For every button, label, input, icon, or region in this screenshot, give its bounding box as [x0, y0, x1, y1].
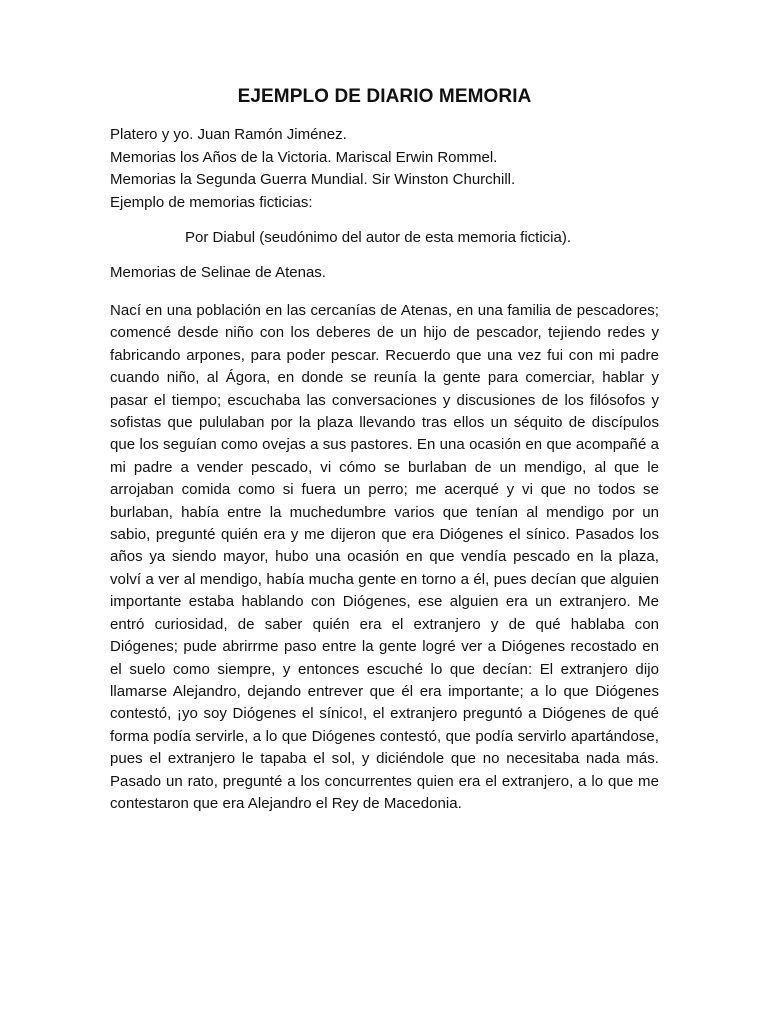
reference-item: Memorias la Segunda Guerra Mundial. Sir Winston Churchill.: [110, 171, 516, 188]
reference-item: Platero y yo. Juan Ramón Jiménez.: [110, 126, 347, 143]
reference-item: Memorias los Años de la Victoria. Mariscal Erwin Rommel.: [110, 148, 498, 166]
author-byline: Por Diabul (seudónimo del autor de esta memoria ficticia).: [185, 229, 572, 246]
reference-list: [110, 124, 659, 214]
reference-item: Ejemplo de memorias ficticias:: [110, 193, 313, 211]
document-title: EJEMPLO DE DIARIO MEMORIA: [237, 86, 532, 107]
document-page: [110, 84, 659, 815]
body-paragraph: Nací en una población en las cercanías de Atenas, en una familia de pescadores; comencé desde niño con los deberes de un hijo de pescador, tejiendo redes y fabricando arpones, para poder pescar. Recuerdo que una vez fui con mi padre cuando niño, al Ágora, en donde se reunía la gente para comerciar, hablar y pasar el tiempo; escuchaba las conversaciones y discusiones de los filósofos y sofistas que pululaban por la plaza llevando tras ellos un séquito de discípulos que los seguían como ovejas a sus pastores. En una ocasión en que acompañé a mi padre a vender pescado, vi cómo se burlaban de un mendigo, al que le arrojaban comida como si fuera un perro; me acerqué y vi que no todos se burlaban, había entre la muchedumbre varios que tenían al mendigo por un sabio, pregunté quién era y me dijeron que era Diógenes el sínico. Pasados los años ya siendo mayor, hubo una ocasión en que vendía pescado en la plaza, volví a ver al mendigo, había mucha gente en torno a él, pues decían que alguien importante estaba hablando con Diógenes, ese alguien era un extranjero. Me entró curiosidad, de saber quién era el extranjero y de qué hablaba con Diógenes; pude abrirrme paso entre la gente logré ver a Diógenes recostado en el suelo como siempre, y entonces escuché lo que decían: El extranjero dijo llamarse Alejandro, dejando entrever que él era importante; a lo que Diógenes contestó, ¡yo soy Diógenes el sínico!, el extranjero preguntó a Diógenes de qué forma podía servirle, a lo que Diógenes contestó, que podía servirlo apartándose, pues el extranjero le tapaba el sol, y diciéndole que no necesitaba nada más. Pasado un rato, pregunté a los concurrentes quien era el extranjero, a lo que me contestaron que era Alejandro el Rey de Macedonia.: [110, 302, 659, 812]
memoir-title: Memorias de Selinae de Atenas.: [110, 263, 326, 281]
